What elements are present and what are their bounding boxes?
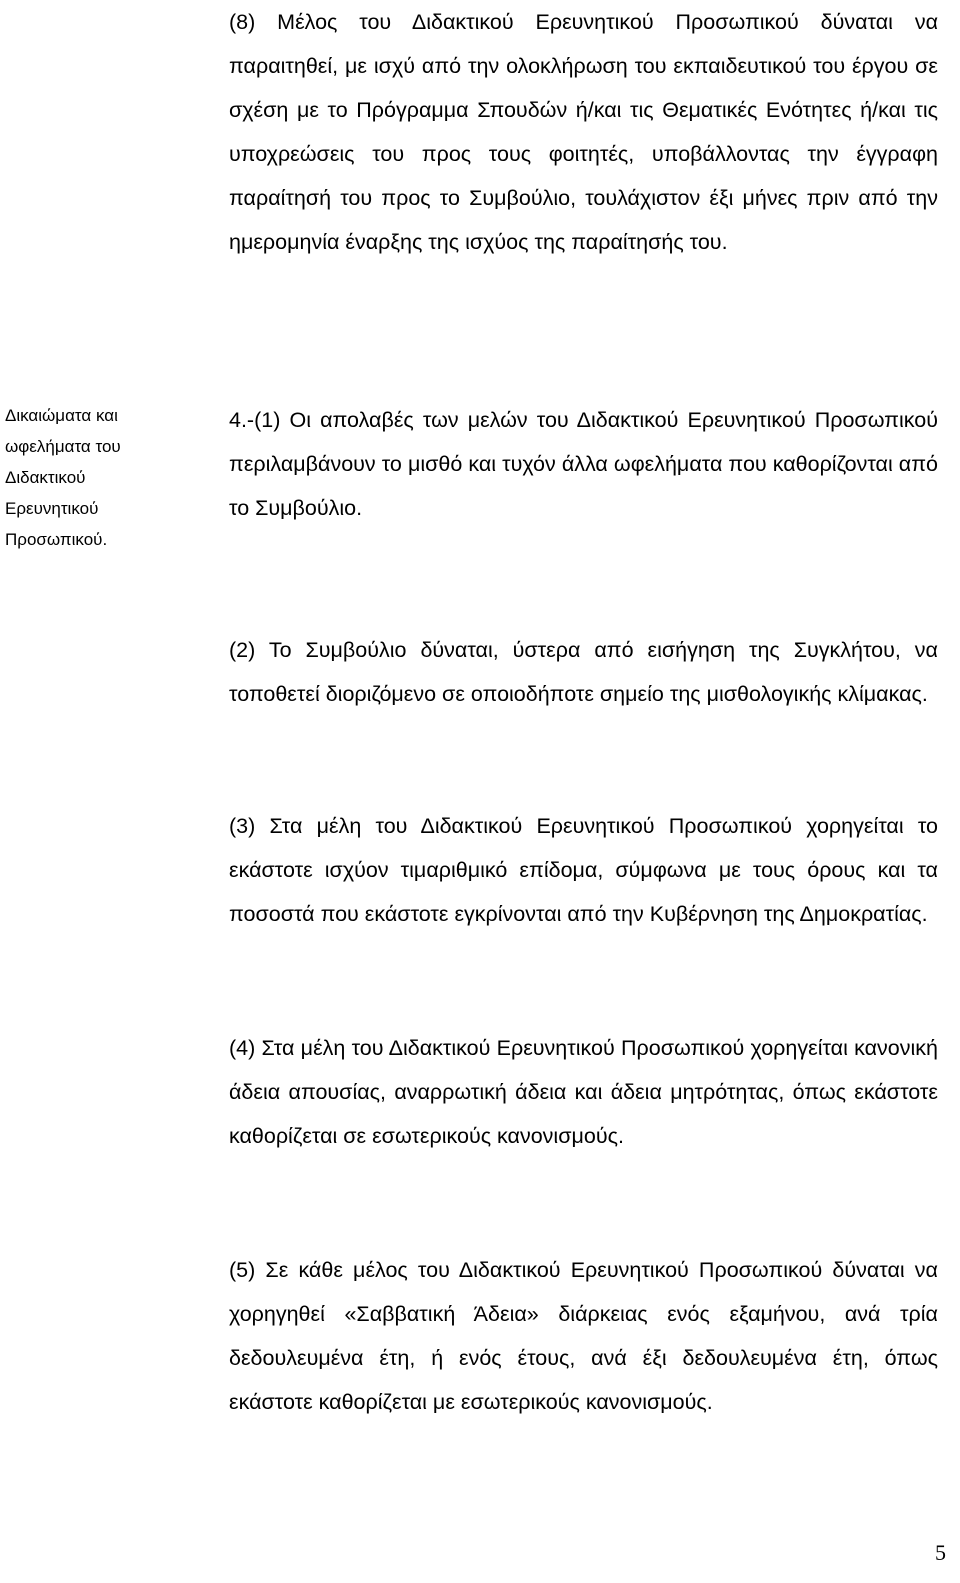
margin-note-rights-and-benefits: Δικαιώματα και ωφελήματα του Διδακτικού Ερευνητικού Προσωπικού. (5, 406, 121, 549)
page-number: 5 (935, 1540, 946, 1565)
paragraph-4-3: (3) Στα μέλη του Διδακτικού Ερευνητικού Προσωπικού χορηγείται το εκάστοτε ισχύον τιμαριθμικό επίδομα, σύμφωνα με τους όρους και τα ποσοστά που εκάστοτε εγκρίνονται από την Κυβέρνηση της Δημοκρατίας. (229, 814, 938, 926)
paragraph-8-continuation: (8) Μέλος του Διδακτικού Ερευνητικού Προσωπικού δύναται να παραιτηθεί, με ισχύ από την ολοκλήρωση του εκπαιδευτικού του έργου σε σχέση με το Πρόγραμμα Σπουδών ή/και τις Θεματικές Ενότητες ή/και τις υποχρεώσεις του προς τους φοιτητές, υποβάλλοντας την έγγραφη παραίτησή του προς το Συμβούλιο, τουλάχιστον έξι μήνες πριν από την ημερομηνία έναρξης της ισχύος της παραίτησής του. (229, 10, 938, 254)
paragraph-4-1: 4.-(1) Οι απολαβές των μελών του Διδακτικού Ερευνητικού Προσωπικού περιλαμβάνουν το μισθό και τυχόν άλλα ωφελήματα που καθορίζονται από το Συμβούλιο. (229, 408, 938, 520)
paragraph-4-5: (5) Σε κάθε μέλος του Διδακτικού Ερευνητικού Προσωπικού δύναται να χορηγηθεί «Σαββατική Άδεια» διάρκειας ενός εξαμήνου, ανά τρία δεδουλευμένα έτη, ή ενός έτους, ανά έξι δεδουλευμένα έτη, όπως εκάστοτε καθορίζεται με εσωτερικούς κανονισμούς. (229, 1258, 938, 1414)
paragraph-4-4: (4) Στα μέλη του Διδακτικού Ερευνητικού Προσωπικού χορηγείται κανονική άδεια απουσίας, αναρρωτική άδεια και άδεια μητρότητας, όπως εκάστοτε καθορίζεται σε εσωτερικούς κανονισμούς. (229, 1036, 938, 1148)
paragraph-4-2: (2) Το Συμβούλιο δύναται, ύστερα από εισήγηση της Συγκλήτου, να τοποθετεί διοριζόμενο σε οποιοδήποτε σημείο της μισθολογικής κλίμακας. (229, 638, 938, 706)
